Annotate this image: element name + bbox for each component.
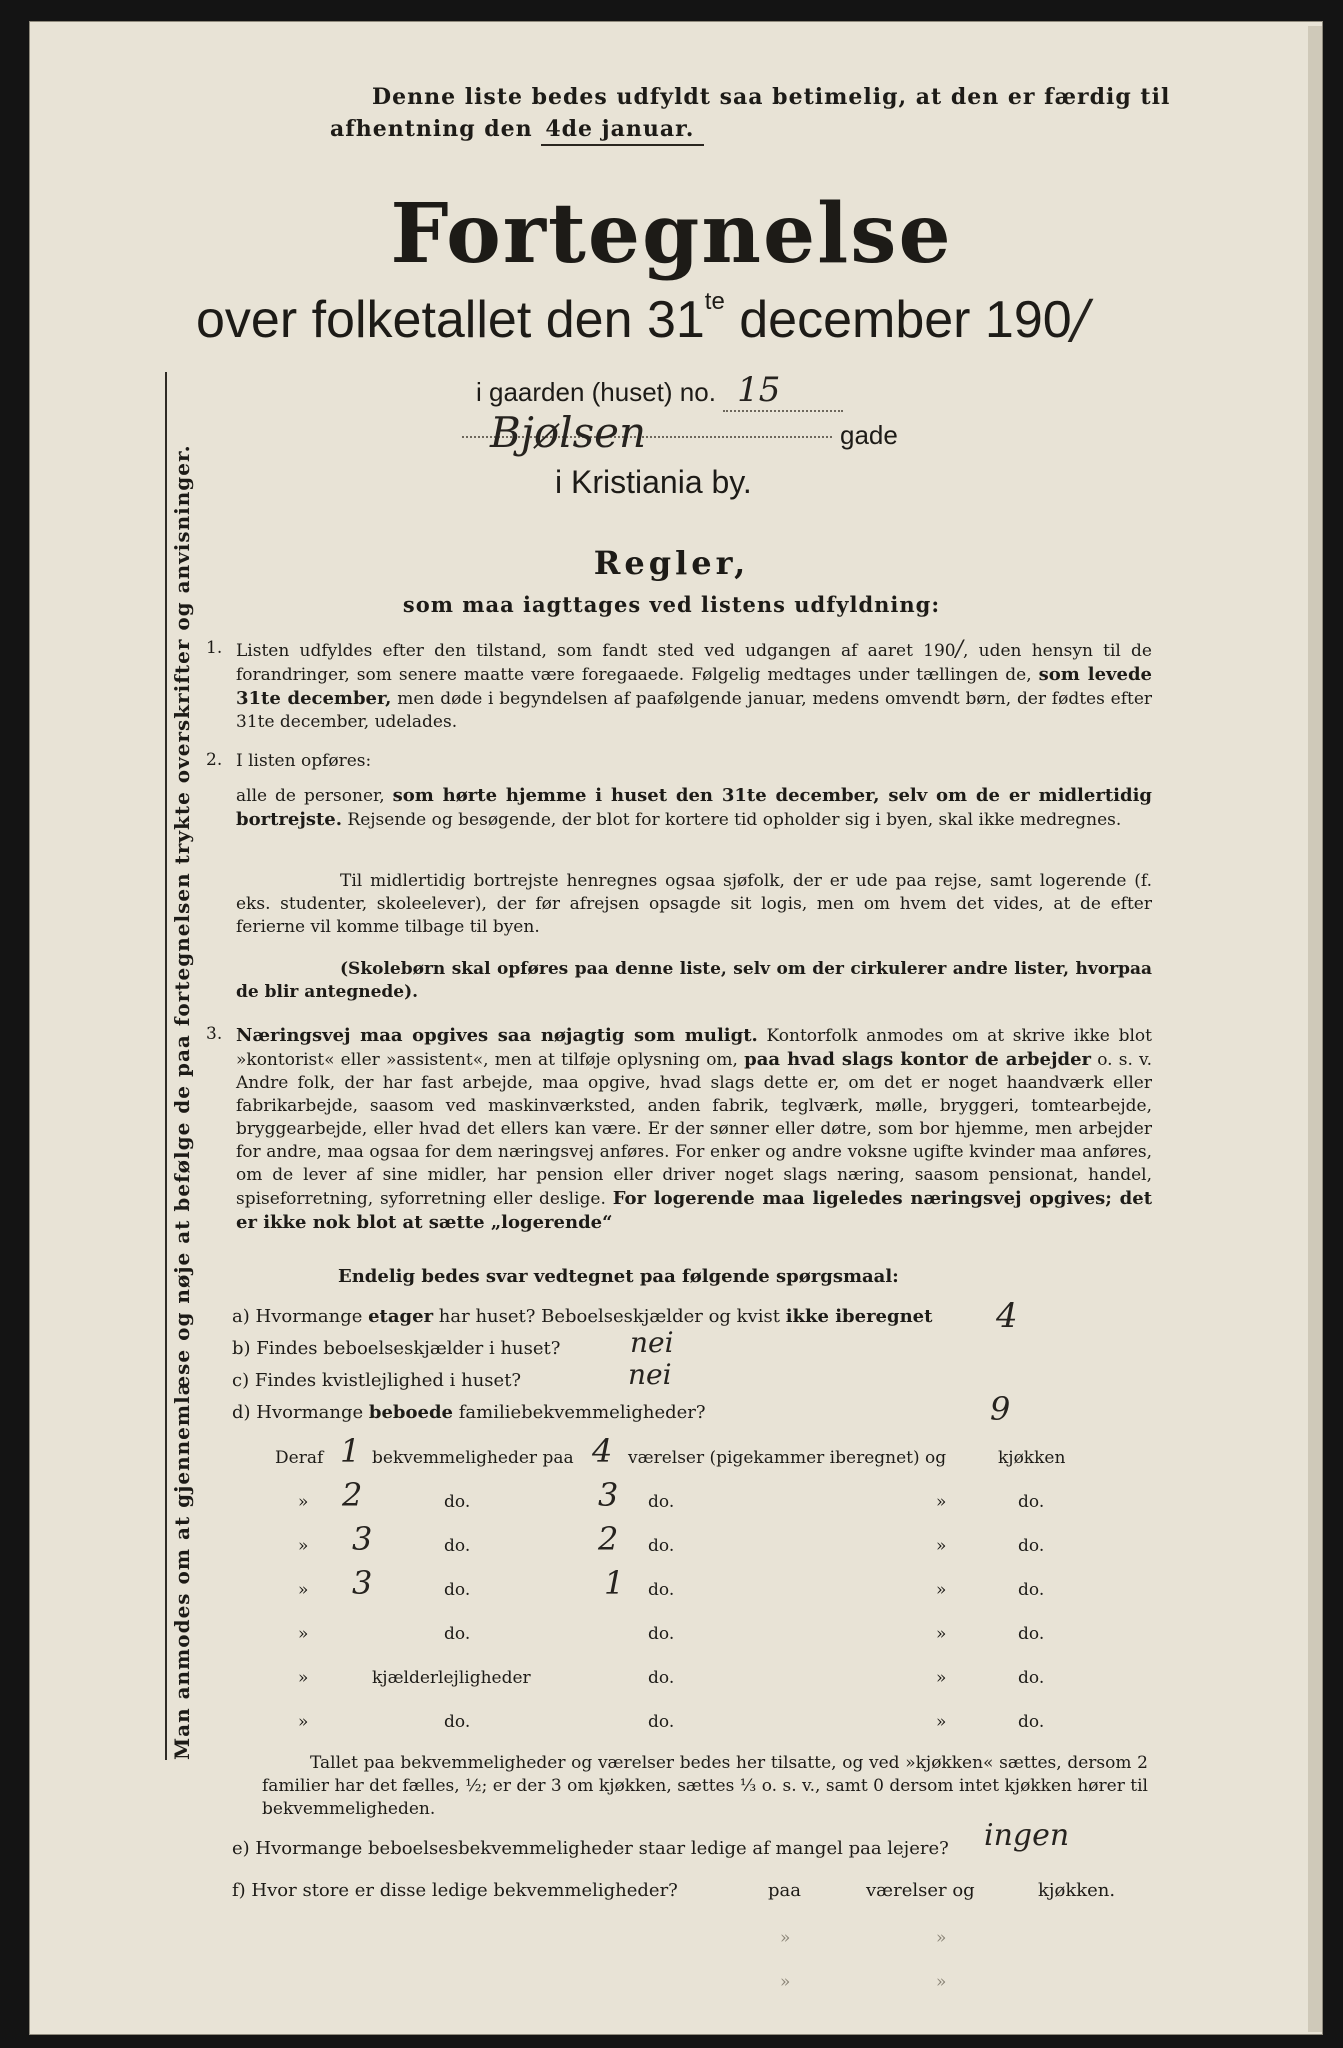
- row-5-quote-b: »: [936, 1624, 947, 1644]
- page-subtitle: over folketallet den $31^{te}$ december 190/: [196, 288, 1090, 350]
- row-6-kjaelder: kjælderlejligheder: [372, 1668, 531, 1688]
- row-4-quote-b: »: [936, 1580, 947, 1600]
- pickup-date: 4de januar.: [541, 116, 704, 146]
- question-f: f) Hvor store er disse ledige bekvemmeligheder?: [232, 1880, 678, 1901]
- rule-1-number: 1.: [206, 638, 223, 658]
- rules-heading: Regler,: [593, 544, 750, 582]
- table-row-3-rooms: 2: [598, 1520, 619, 1558]
- row-2-ditto-a: do.: [444, 1492, 471, 1512]
- table-row-2-count: 2: [342, 1476, 363, 1514]
- row-7-ditto-a: do.: [444, 1712, 471, 1732]
- question-a: a) Hvormange etager har huset? Beboelseskjælder og kvist ikke iberegnet: [232, 1306, 933, 1327]
- house-number-line: i gaarden (huset) no. 15: [476, 370, 843, 412]
- answer-e-handwritten: ingen: [984, 1818, 1070, 1853]
- row-6-quote: »: [298, 1668, 309, 1688]
- row-3-ditto-c: do.: [1018, 1536, 1045, 1556]
- rule-2-number: 2.: [206, 750, 223, 770]
- notice-line-1: Denne liste bedes udfyldt saa betimelig, at den er færdig til: [372, 84, 1171, 110]
- answer-d-handwritten: 9: [990, 1390, 1011, 1428]
- table-note: Tallet paa bekvemmeligheder og værelser bedes her tilsatte, og ved »kjøkken« sættes, dersom 2 familier har det fælles, ½; er der 3 om kjøkken, sættes ⅓ o. s. v., samt 0 dersom intet kjøkken hører til bekvemmeligheden.: [262, 1753, 1148, 1819]
- row-5-quote: »: [298, 1624, 309, 1644]
- table-row-3-count: 3: [352, 1520, 373, 1558]
- questions-intro: Endelig bedes svar vedtegnet paa følgende spørgsmaal:: [338, 1266, 899, 1287]
- row-2-quote: »: [298, 1492, 309, 1512]
- rule-2-intro: I listen opføres:: [236, 751, 372, 771]
- question-d: d) Hvormange beboede familiebekvemmeligheder?: [232, 1402, 706, 1423]
- answer-b-handwritten: nei: [630, 1326, 674, 1359]
- city-line: i Kristiania by.: [555, 464, 752, 500]
- row-7-quote: »: [298, 1712, 309, 1732]
- row-7-quote-b: »: [936, 1712, 947, 1732]
- rule-2-paragraph-3: (Skolebørn skal opføres paa denne liste, selv om der cirkulerer andre lister, hvorpaa de blir antegnede).: [236, 959, 1152, 1002]
- page-edge: [1308, 26, 1322, 2032]
- table-vaer-label: værelser (pigekammer iberegnet) og: [628, 1448, 947, 1468]
- rule-3-number: 3.: [206, 1024, 223, 1044]
- row-3-quote: »: [298, 1536, 309, 1556]
- side-instruction: Man anmodes om at gjennemlæse og nøje at befølge de paa fortegnelsen trykte overskrifter og anvisninger.: [170, 444, 194, 1760]
- row-7-ditto-c: do.: [1018, 1712, 1045, 1732]
- row-4-ditto-a: do.: [444, 1580, 471, 1600]
- table-bekv-label: bekvemmeligheder paa: [372, 1448, 574, 1468]
- row-3-quote-b: »: [936, 1536, 947, 1556]
- table-row-1-count: 1: [340, 1432, 361, 1470]
- row-f2-quote-a: »: [780, 1928, 791, 1948]
- table-deraf: Deraf: [275, 1448, 324, 1468]
- row-3-ditto-a: do.: [444, 1536, 471, 1556]
- row-6-ditto-c: do.: [1018, 1668, 1045, 1688]
- row-6-quote-b: »: [936, 1668, 947, 1688]
- street-name-handwritten: Bjølsen: [490, 408, 647, 457]
- question-f-vaer: værelser og: [866, 1880, 975, 1901]
- page-title: Fortegnelse: [390, 186, 953, 282]
- notice-line-2: afhentning den 4de januar.: [330, 116, 704, 142]
- house-number-handwritten: 15: [737, 370, 781, 410]
- row-f3-quote-b: »: [936, 1972, 947, 1992]
- answer-c-handwritten: nei: [628, 1358, 672, 1391]
- rules-subheading: som maa iagttages ved listens udfyldning:: [402, 592, 941, 617]
- table-row-4-rooms: 1: [604, 1564, 625, 1602]
- row-4-ditto-b: do.: [648, 1580, 675, 1600]
- table-row-2-rooms: 3: [598, 1476, 619, 1514]
- row-5-ditto-a: do.: [444, 1624, 471, 1644]
- table-row-4-count: 3: [352, 1564, 373, 1602]
- question-f-paa: paa: [768, 1880, 801, 1901]
- answer-a-handwritten: 4: [996, 1296, 1018, 1336]
- row-5-ditto-b: do.: [648, 1624, 675, 1644]
- row-f2-quote-b: »: [936, 1928, 947, 1948]
- row-6-ditto-b: do.: [648, 1668, 675, 1688]
- question-f-kjokken: kjøkken.: [1038, 1880, 1116, 1901]
- row-2-quote-b: »: [936, 1492, 947, 1512]
- row-7-ditto-b: do.: [648, 1712, 675, 1732]
- rule-2-paragraph-2: Til midlertidig bortrejste henregnes ogsaa sjøfolk, der er ude paa rejse, samt logerende (f. eks. studenter, skoleelever), der før afrejsen opsagde sit logis, men om hvem det vides, at de efter ferierne vil komme tilbage til byen.: [236, 871, 1152, 937]
- row-4-quote: »: [298, 1580, 309, 1600]
- rule-1-text: Listen udfyldes efter den tilstand, som fandt sted ved udgangen af aaret 190/, uden hensyn til de forandringer, som senere maatte være foregaaede. Følgelig medtages under tællingen de, som levede 31te december, men døde i begyndelsen af paafølgende januar, medens omvendt børn, der fødtes efter 31te december, udelades.: [236, 637, 1153, 732]
- rule-3-text: Næringsvej maa opgives saa nøjagtig som muligt. Kontorfolk anmodes om at skrive ikke blot »kontorist« eller »assistent«, men at tilføje oplysning om, paa hvad slags kontor de arbejder o. s. v. Andre folk, der har fast arbejde, maa opgive, hvad slags dette er, om det er noget haandværk eller fabrikarbejde, saasom ved maskinværksted, anden fabrik, teglværk, mølle, bryggeri, tomtearbejde, bryggearbejde, eller hvad det ellers kan være. Er der sønner eller døtre, som bor hjemme, men arbejder for andre, maa ogsaa for dem næringsvej anføres. For enker og andre voksne ugifte kvinder maa anføres, om de lever af sine midler, har pension eller driver noget slags næring, saasom pensionat, handel, spiseforretning, syforretning eller deslige. For logerende maa ligeledes næringsvej opgives; det er ikke nok blot at sætte „logerende“: [236, 1025, 1153, 1233]
- rule-2-text: alle de personer, som hørte hjemme i huset den 31te december, selv om de er midlertidig bortrejste. Rejsende og besøgende, der blot for kortere tid opholder sig i byen, skal ikke medregnes.: [236, 785, 1152, 830]
- question-b: b) Findes beboelseskjælder i huset?: [232, 1338, 561, 1359]
- table-kjokken-label: kjøkken: [998, 1448, 1066, 1468]
- row-5-ditto-c: do.: [1018, 1624, 1045, 1644]
- year-handwritten: /: [1071, 290, 1090, 350]
- table-row-1-rooms: 4: [592, 1432, 613, 1470]
- street-suffix: gade: [840, 420, 898, 450]
- row-2-ditto-c: do.: [1018, 1492, 1045, 1512]
- row-4-ditto-c: do.: [1018, 1580, 1045, 1600]
- row-2-ditto-b: do.: [648, 1492, 675, 1512]
- row-3-ditto-b: do.: [648, 1536, 675, 1556]
- question-e: e) Hvormange beboelsesbekvemmeligheder staar ledige af mangel paa lejere?: [232, 1838, 949, 1859]
- row-f3-quote-a: »: [780, 1972, 791, 1992]
- question-c: c) Findes kvistlejlighed i huset?: [232, 1370, 522, 1391]
